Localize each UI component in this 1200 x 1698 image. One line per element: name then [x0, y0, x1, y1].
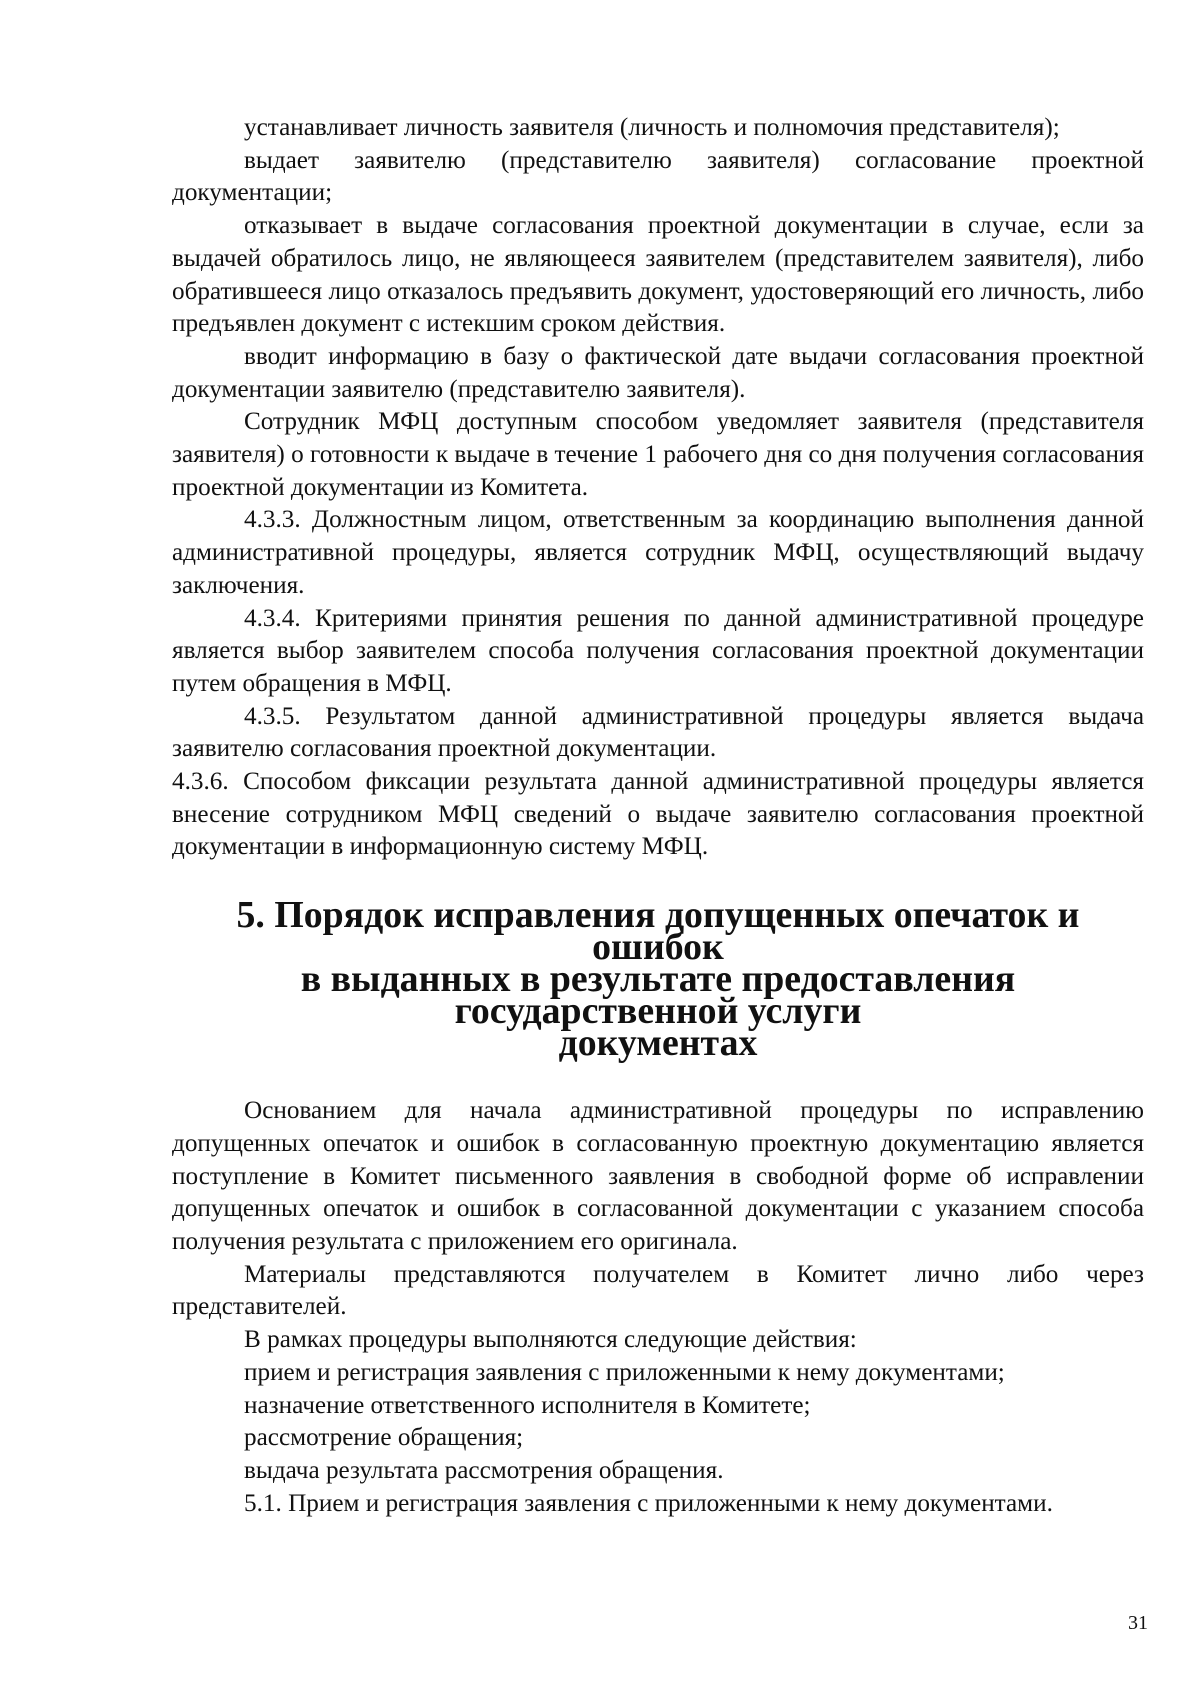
section-heading-line: 5. Порядок исправления допущенных опечаток и ошибок	[236, 894, 1080, 969]
paragraph: В рамках процедуры выполняются следующие действия:	[244, 1326, 857, 1354]
paragraph: 5.1. Прием и регистрация заявления с приложенными к нему документами.	[244, 1489, 1053, 1517]
paragraph: 4.3.5. Результатом данной административной процедуры является выдача заявителю согласования проектной документации.	[172, 702, 1144, 763]
section-heading-line: в выданных в результате предоставления государственной услуги	[300, 958, 1016, 1033]
paragraph: назначение ответственного исполнителя в Комитете;	[244, 1391, 811, 1419]
paragraph: 4.3.4. Критериями принятия решения по данной административной процедуре является выбор заявителем способа получения согласования проектной документации путем обращения в МФЦ.	[172, 604, 1144, 697]
paragraph: отказывает в выдаче согласования проектной документации в случае, если за выдачей обратилось лицо, не являющееся заявителем (представителем заявителя), либо обратившееся лицо отказалось предъявить документ, удостоверяющий его личность, либо предъявлен документ с истекшим сроком действия.	[172, 212, 1144, 338]
paragraph: Основанием для начала административной процедуры по исправлению допущенных опечаток и ошибок в согласованную проектную документацию является поступление в Комитет письменного заявления в свободной форме об исправлении допущенных опечаток и ошибок в согласованной документации с указанием способа получения результата с приложением его оригинала.	[172, 1097, 1144, 1255]
paragraph: Материалы представляются получателем в Комитет лично либо через представителей.	[172, 1260, 1144, 1321]
bottom-paragraphs	[172, 1095, 1144, 1520]
section-heading-line: документах	[558, 1022, 758, 1065]
paragraph: рассмотрение обращения;	[244, 1424, 524, 1452]
section-heading	[172, 894, 1144, 1065]
paragraph: 4.3.3. Должностным лицом, ответственным за координацию выполнения данной административной процедуры, является сотрудник МФЦ, осуществляющий выдачу заключения.	[172, 506, 1144, 599]
paragraph: 4.3.6. Способом фиксации результата данной административной процедуры является внесение сотрудником МФЦ сведений о выдаче заявителю согласования проектной документации в информационную систему МФЦ.	[172, 768, 1144, 861]
document-page	[172, 112, 1144, 1520]
top-paragraphs	[172, 112, 1144, 864]
paragraph: выдает заявителю (представителю заявителя) согласование проектной документации;	[172, 146, 1144, 207]
paragraph: выдача результата рассмотрения обращения.	[244, 1456, 724, 1484]
paragraph: устанавливает личность заявителя (личность и полномочия представителя);	[244, 114, 1060, 141]
paragraph: вводит информацию в базу о фактической дате выдачи согласования проектной документации заявителю (представителю заявителя).	[172, 342, 1144, 403]
page-number: 31	[1128, 1612, 1148, 1634]
paragraph: Сотрудник МФЦ доступным способом уведомляет заявителя (представителя заявителя) о готовности к выдаче в течение 1 рабочего дня со дня получения согласования проектной документации из Комитета.	[172, 408, 1144, 501]
paragraph: прием и регистрация заявления с приложенными к нему документами;	[244, 1358, 1005, 1386]
